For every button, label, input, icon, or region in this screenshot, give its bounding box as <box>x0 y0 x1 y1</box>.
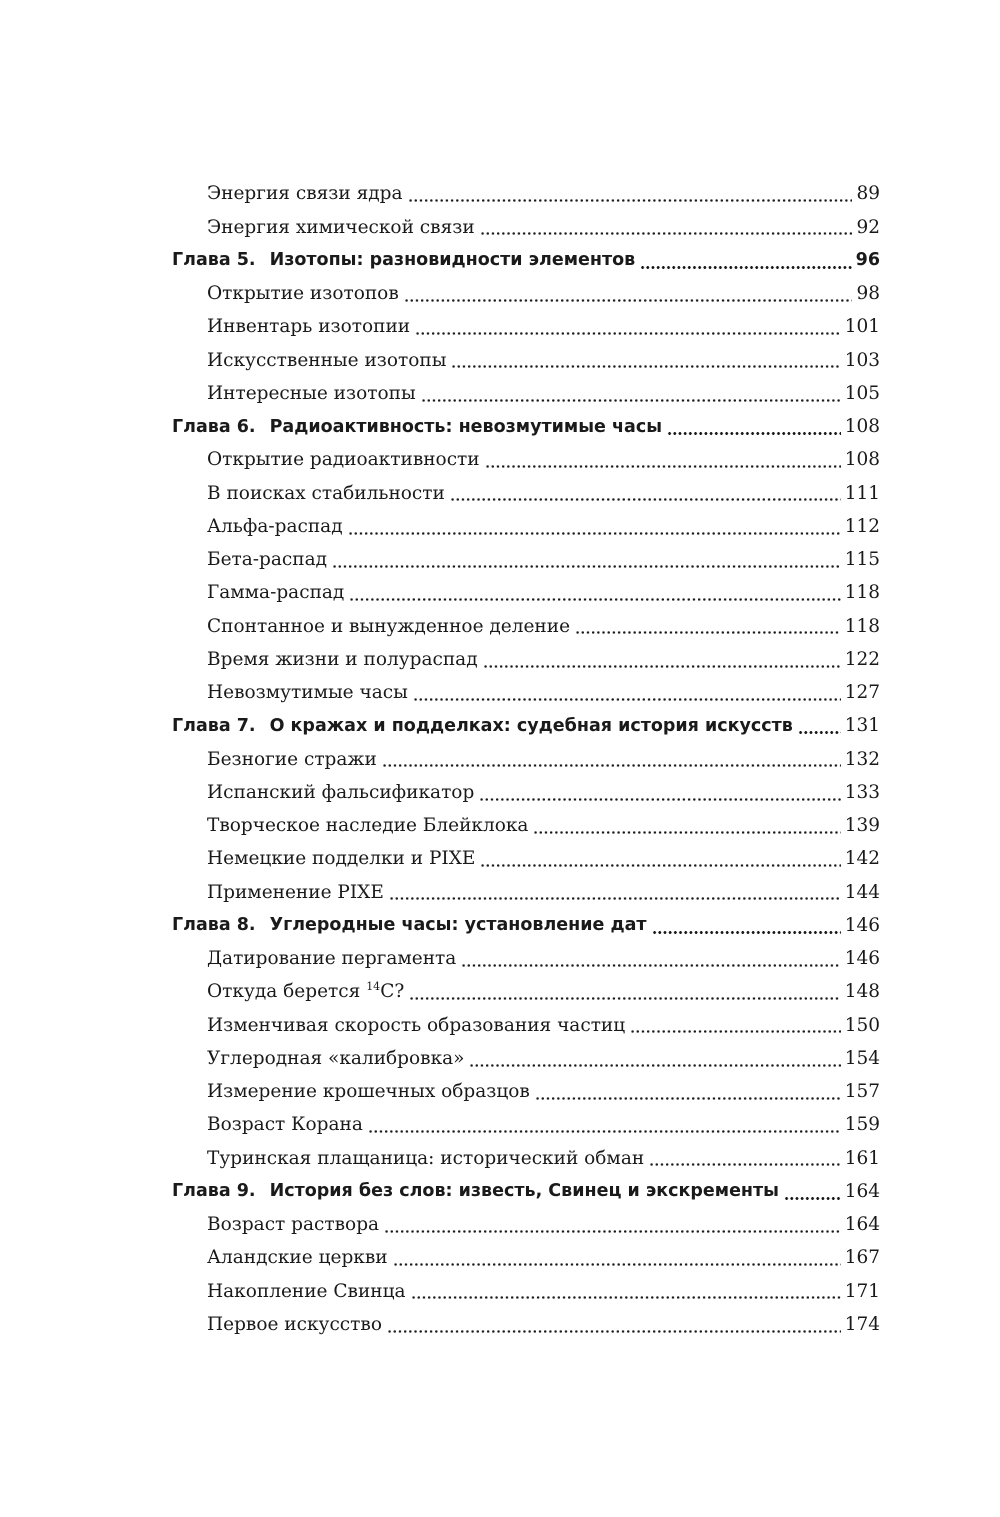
dot-leader <box>349 598 840 601</box>
toc-section-row <box>172 743 880 776</box>
toc-section-title <box>207 185 403 204</box>
toc-section-row <box>172 278 880 311</box>
toc-section-title <box>207 318 410 337</box>
toc-section-title <box>207 451 480 470</box>
dot-leader <box>533 831 840 834</box>
toc-page-number: 96 <box>855 250 880 271</box>
dot-leader <box>630 1030 841 1033</box>
toc-section-title <box>207 515 343 537</box>
toc-chapter-row <box>172 710 880 743</box>
toc-title-text: Углеродные часы: установление дат <box>269 915 647 936</box>
toc-page-number: 150 <box>844 1014 880 1036</box>
toc-title-text: Энергия связи ядра <box>207 183 403 205</box>
dot-leader <box>409 997 840 1000</box>
toc-section-title <box>207 817 528 836</box>
toc-page-number: 142 <box>844 848 880 870</box>
toc-chapter-row <box>172 411 880 444</box>
toc-title-text: Искусственные изотопы <box>207 349 447 371</box>
toc-section-row <box>172 211 880 244</box>
toc-section-title <box>207 684 408 703</box>
toc-page-number: 122 <box>844 648 880 670</box>
toc-page-number: 157 <box>844 1081 880 1103</box>
dot-leader <box>384 1230 841 1233</box>
toc-section-row <box>172 644 880 677</box>
toc-section-row <box>172 1043 880 1076</box>
toc-section-title <box>207 1083 530 1102</box>
toc-section-row <box>172 378 880 411</box>
toc-page-number: 148 <box>844 981 880 1003</box>
toc-page-number: 171 <box>844 1280 880 1302</box>
dot-leader <box>667 432 841 435</box>
toc-section-row <box>172 1142 880 1175</box>
dot-leader <box>415 332 841 335</box>
toc-section-row <box>172 1009 880 1042</box>
toc-chapter-title <box>172 917 647 935</box>
toc-title-text-after: C? <box>380 981 405 1003</box>
toc-page-number: 167 <box>844 1247 880 1269</box>
toc-chapter-title <box>172 1183 779 1201</box>
toc-title-text: Измерение крошечных образцов <box>207 1081 530 1103</box>
toc-section-title <box>207 1216 379 1235</box>
toc-title-text: Первое искусство <box>207 1313 382 1335</box>
toc-title-text: Открытие радиоактивности <box>207 449 480 471</box>
toc-section-title <box>207 850 475 869</box>
toc-section-title <box>207 551 327 570</box>
toc-page-number: 144 <box>844 881 880 903</box>
toc-chapter-title <box>172 715 793 736</box>
toc-page-number: 105 <box>844 382 880 404</box>
dot-leader <box>404 299 853 302</box>
toc-page-number: 118 <box>844 582 880 604</box>
toc-section-row <box>172 344 880 377</box>
toc-title-text: Изотопы: разновидности элементов <box>269 250 636 271</box>
dot-leader <box>408 199 853 202</box>
toc-title-text: Возраст Корана <box>207 1114 363 1136</box>
toc-page-number: 164 <box>844 1180 880 1202</box>
toc-section-title <box>207 648 478 670</box>
toc-title-text: Изменчивая скорость образования частиц <box>207 1014 626 1036</box>
toc-page-number: 146 <box>844 948 880 970</box>
dot-leader <box>451 365 840 368</box>
dot-leader <box>387 1330 841 1333</box>
toc-section-row <box>172 1242 880 1275</box>
toc-section-row <box>172 178 880 211</box>
toc-page-number: 133 <box>844 781 880 803</box>
toc-title-text: Время жизни и полураспад <box>207 648 478 670</box>
dot-leader <box>382 764 841 767</box>
toc-chapter-row <box>172 245 880 278</box>
toc-title-text: Туринская плащаница: исторический обман <box>207 1147 645 1169</box>
dot-leader <box>480 232 853 235</box>
dot-leader <box>575 631 841 634</box>
toc-page-number: 118 <box>844 615 880 637</box>
toc-page-number: 101 <box>844 316 880 338</box>
toc-section-title <box>207 881 384 903</box>
toc-title-text: Спонтанное и вынужденное деление <box>207 615 571 637</box>
toc-section-title <box>207 349 447 371</box>
toc-section-row <box>172 610 880 643</box>
toc-page-number: 92 <box>856 216 880 238</box>
dot-leader <box>421 399 841 402</box>
toc-title-text: Открытие изотопов <box>207 283 399 305</box>
toc-title-text: Интересные изотопы <box>207 382 416 404</box>
toc-section-row <box>172 677 880 710</box>
toc-page-number: 161 <box>844 1147 880 1169</box>
dot-leader <box>450 498 841 501</box>
toc-chapter-row <box>172 910 880 943</box>
toc-section-title <box>207 216 475 238</box>
toc-chapter-title <box>172 416 663 437</box>
toc-title-text: Бета-распад <box>207 549 328 571</box>
dot-leader <box>393 1263 841 1266</box>
dot-leader <box>485 465 841 468</box>
toc-page-number: 139 <box>844 815 880 837</box>
toc-section-row <box>172 777 880 810</box>
toc-title-text: Невозмутимые часы <box>207 682 408 704</box>
toc-section-row <box>172 1109 880 1142</box>
toc-page-number: 174 <box>844 1313 880 1335</box>
toc-title-text: Испанский фальсификатор <box>207 781 475 803</box>
toc-page-number: 115 <box>844 549 880 571</box>
toc-section-title <box>207 615 571 637</box>
toc-title-text: Инвентарь изотопии <box>207 316 411 338</box>
toc-section-title <box>207 285 399 304</box>
dot-leader <box>784 1197 841 1200</box>
toc-section-title <box>207 584 344 603</box>
toc-section-title <box>207 482 445 504</box>
toc-chapter-row <box>172 1176 880 1209</box>
toc-page-number: 146 <box>844 914 880 936</box>
toc-title-text: Немецкие подделки и PIXE <box>207 848 476 870</box>
toc-page-number: 131 <box>844 715 880 737</box>
toc-section-title <box>207 1313 382 1335</box>
toc-section-title <box>207 1280 406 1302</box>
toc-section-row <box>172 477 880 510</box>
dot-leader <box>640 266 851 269</box>
toc-page-number: 154 <box>844 1047 880 1069</box>
toc-chapter-number: Глава 9. <box>172 1181 256 1202</box>
toc-section-row <box>172 976 880 1009</box>
toc-title-text: Творческое наследие Блейклока <box>207 815 529 837</box>
dot-leader <box>413 698 841 701</box>
toc-title-text: Датирование пергамента <box>207 948 457 970</box>
dot-leader <box>479 798 840 801</box>
toc-title-text: Углеродная «калибровка» <box>207 1047 465 1069</box>
toc-title-text: Накопление Свинца <box>207 1280 406 1302</box>
dot-leader <box>469 1064 840 1067</box>
toc-section-row <box>172 876 880 909</box>
toc-page-number: 89 <box>856 183 880 205</box>
dot-leader <box>483 665 841 668</box>
toc-section-row <box>172 577 880 610</box>
dot-leader <box>652 931 841 934</box>
toc-title-text: Откуда берется <box>207 981 367 1003</box>
dot-leader <box>798 731 841 734</box>
toc-section-title <box>207 382 416 404</box>
toc-section-row <box>172 810 880 843</box>
toc-page-number: 108 <box>844 416 880 438</box>
toc-section-row <box>172 1275 880 1308</box>
toc-title-text: Возраст раствора <box>207 1214 380 1236</box>
toc-section-row <box>172 943 880 976</box>
dot-leader <box>411 1296 841 1299</box>
toc-section-title <box>207 781 475 803</box>
toc-chapter-number: Глава 6. <box>172 416 256 437</box>
toc-section-title <box>207 1014 626 1036</box>
toc-section-row <box>172 843 880 876</box>
dot-leader <box>332 565 841 568</box>
toc-title-text: Аландские церкви <box>207 1247 388 1269</box>
dot-leader <box>480 864 840 867</box>
toc-page-number: 127 <box>844 682 880 704</box>
toc-section-title <box>207 748 377 770</box>
toc-title-text: Применение PIXE <box>207 881 384 903</box>
toc-section-row <box>172 511 880 544</box>
toc-section-title <box>207 1249 388 1268</box>
toc-title-text: История без слов: известь, Свинец и экскременты <box>269 1181 779 1202</box>
toc-page-number: 164 <box>844 1214 880 1236</box>
dot-leader <box>535 1097 841 1100</box>
dot-leader <box>389 897 841 900</box>
toc-title-text: О кражах и подделках: судебная история искусств <box>269 715 793 736</box>
toc-section-row <box>172 544 880 577</box>
toc-title-text: Радиоактивность: невозмутимые часы <box>269 416 663 437</box>
dot-leader <box>348 532 841 535</box>
toc-title-text: Энергия химической связи <box>207 216 475 238</box>
toc-section-title <box>207 1147 645 1169</box>
toc-page-number: 132 <box>844 748 880 770</box>
toc-section-row <box>172 311 880 344</box>
toc-chapter-number: Глава 8. <box>172 915 256 936</box>
dot-leader <box>649 1163 841 1166</box>
table-of-contents <box>172 178 880 1342</box>
toc-section-row <box>172 1309 880 1342</box>
toc-page-number: 108 <box>844 449 880 471</box>
toc-page-number: 159 <box>844 1114 880 1136</box>
toc-title-text: Безногие стражи <box>207 748 377 770</box>
toc-page-number: 112 <box>844 515 880 537</box>
toc-page-number: 103 <box>844 349 880 371</box>
toc-chapter-number: Глава 5. <box>172 250 256 271</box>
toc-section-title <box>207 1047 465 1069</box>
toc-chapter-number: Глава 7. <box>172 715 256 736</box>
toc-section-title <box>207 950 456 969</box>
toc-title-text: В поисках стабильности <box>207 482 445 504</box>
toc-chapter-title <box>172 252 635 270</box>
toc-section-title <box>207 1116 363 1135</box>
toc-section-row <box>172 444 880 477</box>
dot-leader <box>368 1130 841 1133</box>
toc-page-number: 111 <box>844 482 880 504</box>
dot-leader <box>461 964 840 967</box>
toc-page-number: 98 <box>856 283 880 305</box>
toc-section-row <box>172 1209 880 1242</box>
toc-title-superscript: 14 <box>366 980 381 994</box>
toc-title-text: Гамма-распад <box>207 582 345 604</box>
toc-title-text: Альфа-распад <box>207 515 343 537</box>
toc-section-title <box>207 980 405 1003</box>
toc-section-row <box>172 1076 880 1109</box>
